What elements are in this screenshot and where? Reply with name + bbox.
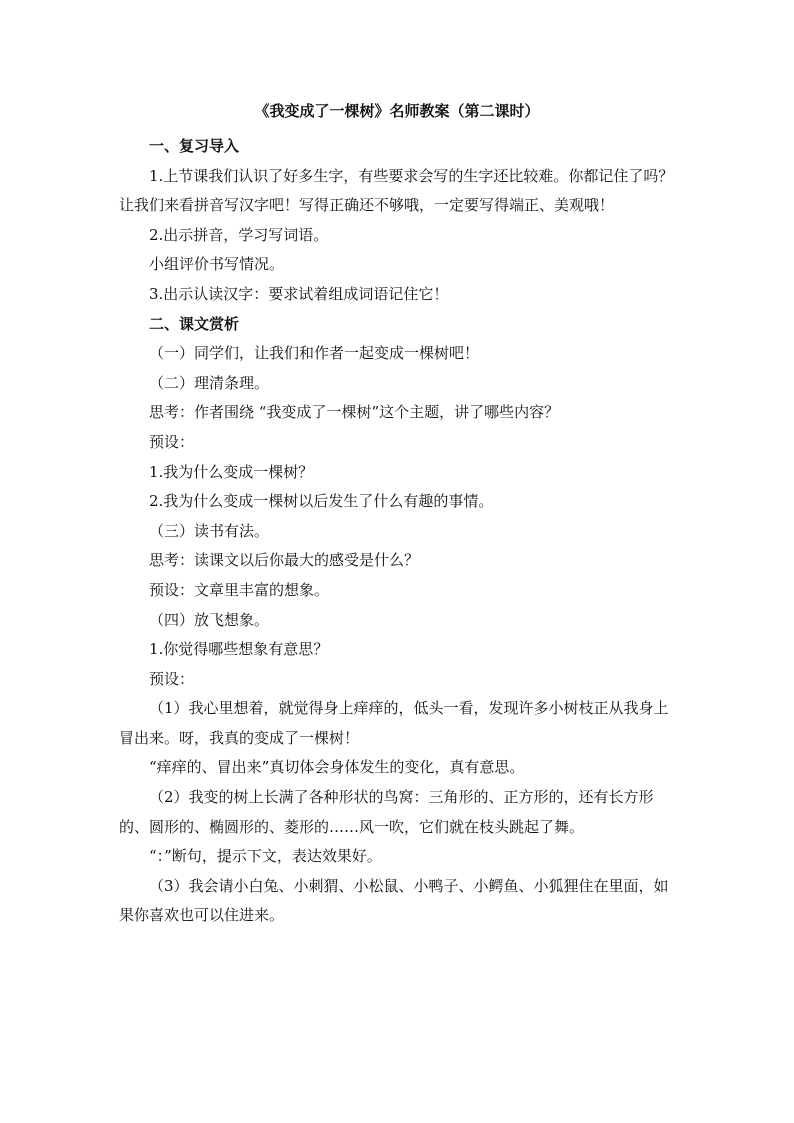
paragraph: “：”断句，提示下文，表达效果好。: [149, 847, 382, 866]
paragraph: （1）我心里想着，就觉得身上痒痒的，低头一看，发现许多小树枝正从我身上冒出来。呀，我真的变成了一棵树！: [119, 699, 669, 747]
paragraph: 预设：: [149, 432, 195, 451]
paragraph: 3.出示认读汉字：要求试着组成词语记住它！: [149, 284, 449, 303]
paragraph: 1.你觉得哪些想象有意思？: [149, 640, 329, 659]
paragraph: （二）理清条理。: [149, 373, 270, 392]
paragraph: “痒痒的、冒出来”真切体会身体发生的变化，真有意思。: [149, 758, 525, 777]
paragraph: 2.我为什么变成一棵树以后发生了什么有趣的事情。: [149, 492, 494, 511]
document-title: 《我变成了一棵树》名师教案（第二课时）: [254, 102, 540, 120]
section-heading: 一、复习导入: [149, 137, 240, 155]
paragraph: 预设：: [149, 669, 195, 688]
paragraph: （一）同学们，让我们和作者一起变成一棵树吧！: [149, 344, 480, 363]
paragraph: 小组评价书写情况。: [149, 255, 285, 274]
paragraph: （三）读书有法。: [149, 521, 270, 540]
paragraph: 思考：作者围绕 “我变成了一棵树”这个主题，讲了哪些内容？: [149, 403, 560, 422]
document-body: [119, 132, 679, 931]
paragraph: （2）我变的树上长满了各种形状的鸟窝：三角形的、正方形的，还有长方形的、圆形的、椭圆形的、菱形的……风一吹，它们就在枝头跳起了舞。: [119, 788, 654, 836]
section-heading: 二、课文赏析: [149, 314, 240, 333]
paragraph: 思考：读课文以后你最大的感受是什么？: [149, 551, 420, 570]
paragraph: （3）我会请小白兔、小刺猬、小松鼠、小鸭子、小鳄鱼、小狐狸住在里面，如果你喜欢也可以住进来。: [119, 876, 669, 925]
paragraph: 1.上节课我们认识了好多生字，有些要求会写的生字还比较难。你都记住了吗？让我们来看拼音写汉字吧！写得正确还不够哦，一定要写得端正、美观哦！: [119, 166, 674, 215]
paragraph: 2.出示拼音，学习写词语。: [149, 225, 329, 244]
paragraph: （四）放飞想象。: [149, 610, 270, 629]
paragraph: 预设：文章里丰富的想象。: [149, 580, 330, 599]
paragraph: 1.我为什么变成一棵树？: [149, 462, 314, 481]
